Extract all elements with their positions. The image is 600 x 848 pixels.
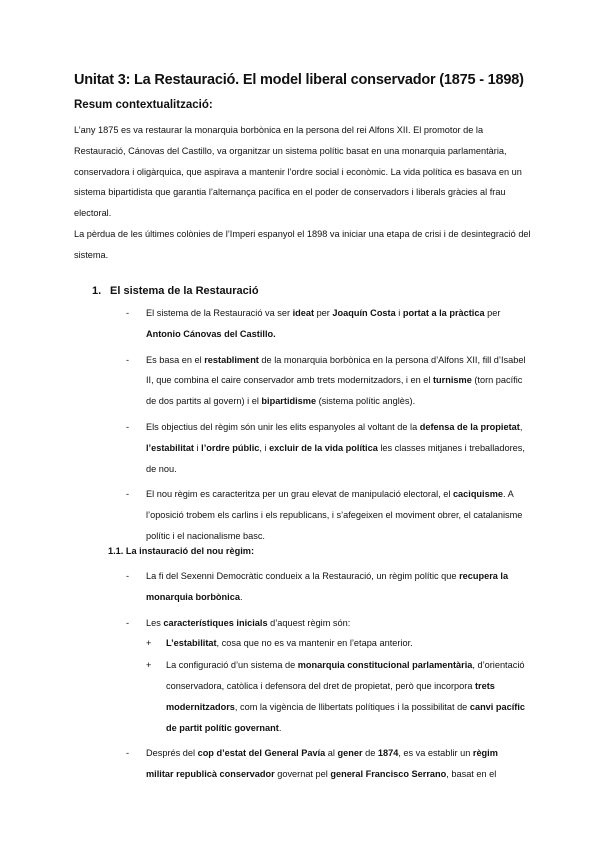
subsection-heading: 1.1. La instauració del nou règim: bbox=[108, 546, 255, 556]
text-run: de la monarquia borbònica en la persona d’Alfons XII, fill d’Isabel II, que combina el caire conservador amb trets modernitzadors, i en el bbox=[146, 354, 526, 386]
dash-marker: - bbox=[126, 617, 130, 628]
text-run: Es basa en el bbox=[146, 354, 205, 365]
list-item-text bbox=[146, 422, 525, 474]
list-item bbox=[126, 484, 526, 546]
text-run: , i bbox=[259, 442, 270, 453]
section-1-list bbox=[126, 303, 526, 552]
dash-marker: - bbox=[126, 354, 130, 365]
text-run: . bbox=[278, 722, 282, 733]
nested-item-text bbox=[166, 638, 413, 648]
text-run: i bbox=[395, 308, 403, 318]
document-title: Unitat 3: La Restauració. El model liberal conservador (1875 - 1898) bbox=[74, 72, 524, 88]
text-run: per bbox=[314, 308, 333, 318]
bold-text: ideat bbox=[292, 308, 315, 318]
dash-marker: - bbox=[126, 308, 130, 318]
dash-marker: - bbox=[126, 748, 130, 759]
text-run: , com la vigència de llibertats polítiques i la possibilitat de bbox=[234, 701, 470, 712]
text-run: les classes mitjanes i treballadores, de nou. bbox=[146, 442, 525, 474]
text-run: d’aquest règim són: bbox=[267, 617, 351, 628]
text-run: , basat en el bbox=[446, 769, 497, 780]
text-run: al bbox=[325, 748, 338, 759]
list-item bbox=[126, 743, 526, 785]
text-run: (torn pacífic de dos partits al govern) i el bbox=[146, 375, 523, 407]
bold-text: trets modernitzadors bbox=[166, 680, 495, 712]
nested-item-text bbox=[166, 660, 525, 732]
section-title: El sistema de la Restauració bbox=[110, 285, 259, 297]
text-run: per bbox=[484, 308, 501, 318]
bold-text: canvi pacífic de partit polític governant bbox=[166, 701, 525, 733]
list-item bbox=[126, 613, 526, 739]
text-run: governat pel bbox=[274, 769, 331, 780]
bold-text: Joaquín Costa bbox=[332, 308, 396, 318]
bold-text: l’ordre públic bbox=[201, 442, 260, 453]
text-run: L’any 1875 es va restaurar la monarquia borbònica en la persona del rei Alfons XII. El promotor de la Restauració, Cánovas del Castillo, va organitzar un sistema polític basat en una monarquia parlamentària, conservadora i oligàrquica, que aspirava a mantenir l’ordre social i econòmic. La vida política es basava en un sistema bipartidista que garantia l’alternança pacífica en el poder de conservadors i liberals gràcies al frau electoral. bbox=[74, 125, 522, 219]
text-run: de bbox=[362, 748, 378, 759]
text-run: , cosa que no es va mantenir en l’etapa anterior. bbox=[216, 638, 413, 649]
plus-marker: + bbox=[146, 660, 152, 671]
bold-text: règim militar republicà conservador bbox=[146, 748, 498, 780]
text-run: La fi del Sexenni Democràtic condueix a la Restauració, un règim polític que bbox=[146, 571, 460, 581]
bold-text: bipartidisme bbox=[261, 396, 317, 407]
list-item-text bbox=[146, 748, 498, 779]
nested-list-item bbox=[146, 633, 526, 654]
bold-text: monarquia constitucional parlamentària bbox=[297, 660, 473, 671]
text-run: Després del bbox=[146, 748, 198, 759]
text-run: . A l’oposició trobem els carlins i els republicans, i s’afegeixen el moviment obrer, el catalanisme polític i el nacionalisme basc. bbox=[146, 489, 523, 541]
bold-text: gener bbox=[337, 748, 363, 759]
text-run: . bbox=[239, 591, 243, 602]
bold-text: Antonio Cánovas del Castillo. bbox=[146, 328, 276, 339]
list-item bbox=[126, 350, 526, 412]
dash-marker: - bbox=[126, 489, 130, 500]
text-run: (sistema polític anglès). bbox=[316, 396, 416, 407]
bold-text: l’estabilitat bbox=[146, 442, 194, 453]
bold-text: general Francisco Serrano bbox=[330, 769, 447, 780]
bold-text: excluir de la vida política bbox=[269, 442, 378, 453]
dash-marker: - bbox=[126, 571, 130, 581]
bold-text: característiques inicials bbox=[163, 617, 268, 628]
bold-text: 1874 bbox=[377, 748, 399, 759]
dash-marker: - bbox=[126, 421, 130, 432]
subsection-1-list bbox=[126, 566, 526, 790]
bold-text: cop d’estat del General Pavía bbox=[197, 748, 326, 759]
plus-marker: + bbox=[146, 638, 152, 649]
list-item-text bbox=[146, 355, 525, 407]
text-run: Els objectius del règim són unir les elits espanyoles al voltant de la bbox=[146, 421, 420, 432]
bold-text: portat a la pràctica bbox=[402, 308, 485, 318]
nested-list bbox=[146, 633, 526, 738]
section-heading bbox=[92, 285, 259, 297]
bold-text: caciquisme bbox=[452, 489, 503, 500]
nested-list-item bbox=[146, 655, 526, 738]
text-run: El sistema de la Restauració va ser bbox=[146, 308, 293, 318]
list-item bbox=[126, 417, 526, 479]
list-item-text bbox=[146, 308, 500, 339]
bold-text: restabliment bbox=[204, 354, 259, 365]
text-run: i bbox=[194, 442, 202, 453]
intro-paragraph-1 bbox=[74, 120, 534, 224]
list-item bbox=[126, 303, 526, 345]
intro-paragraph-2 bbox=[74, 224, 534, 266]
bold-text: turnisme bbox=[433, 375, 472, 386]
bold-text: recupera la monarquia borbònica bbox=[146, 571, 509, 602]
text-run: Les bbox=[146, 617, 164, 628]
list-item-text bbox=[146, 571, 508, 602]
list-item-text bbox=[146, 618, 350, 628]
intro-summary bbox=[74, 120, 534, 266]
text-run: El nou règim es caracteritza per un grau elevat de manipulació electoral, el bbox=[146, 489, 453, 500]
bold-text: defensa de la propietat bbox=[419, 421, 520, 432]
text-run: , es va establir un bbox=[398, 748, 473, 759]
document-subtitle: Resum contextualització: bbox=[74, 99, 213, 111]
text-run: , bbox=[519, 421, 523, 432]
text-run: , d’orientació conservadora, catòlica i defensora del dret de propietat, però que incorpora bbox=[166, 660, 525, 691]
text-run: La configuració d’un sistema de bbox=[166, 660, 298, 671]
text-run: La pèrdua de les últimes colònies de l’Imperi espanyol el 1898 va iniciar una etapa de crisi i de desintegració del sistema. bbox=[74, 228, 531, 260]
list-item-text bbox=[146, 489, 522, 541]
section-number: 1. bbox=[92, 285, 102, 297]
list-item bbox=[126, 566, 526, 608]
bold-text: L’estabilitat bbox=[166, 638, 217, 649]
